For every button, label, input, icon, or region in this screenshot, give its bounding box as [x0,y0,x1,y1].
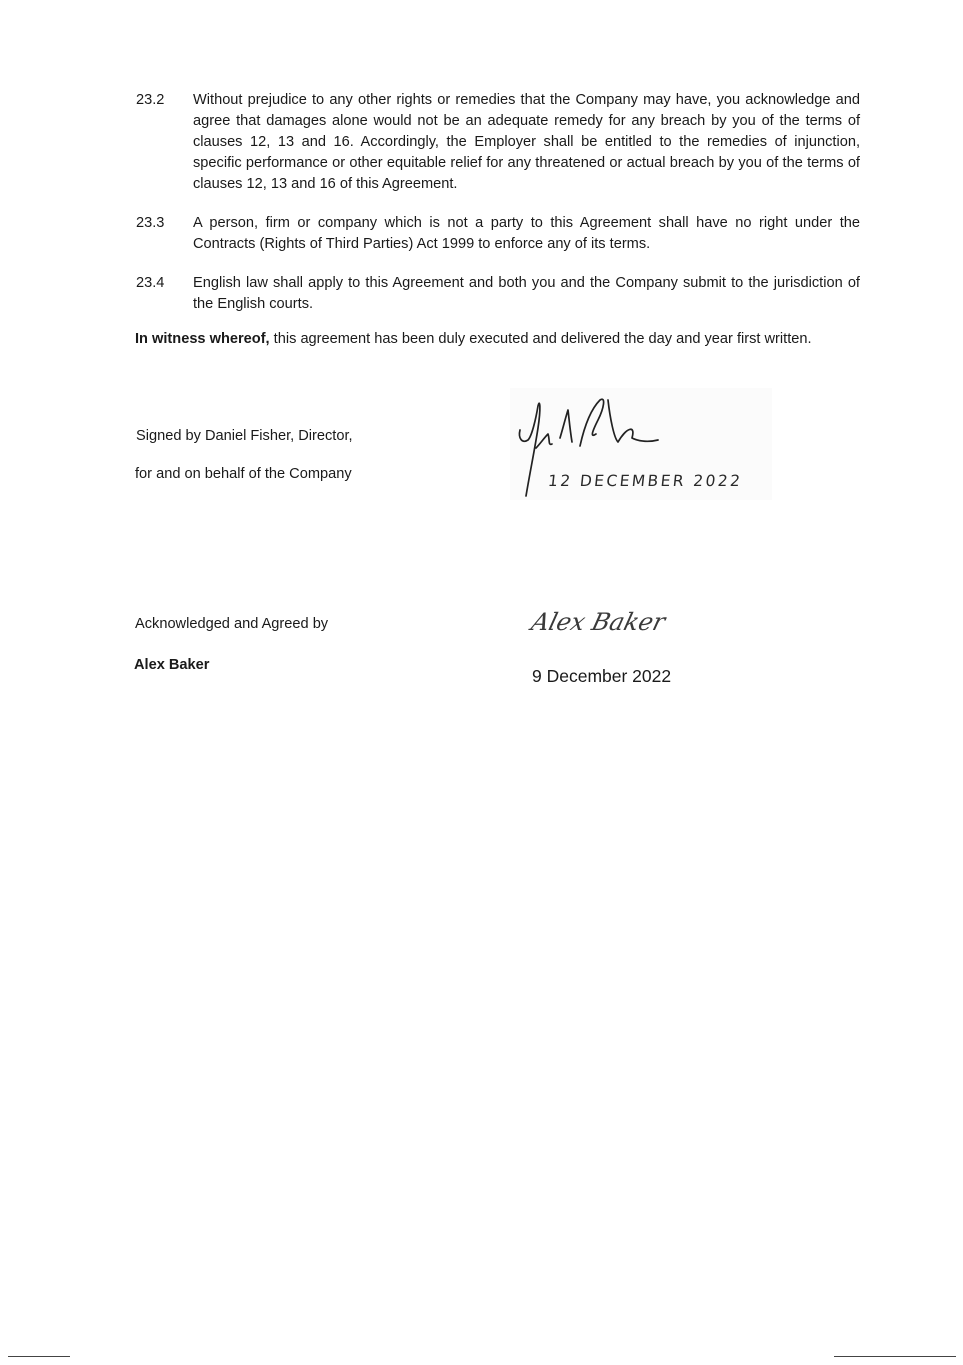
clause-number: 23.4 [136,275,165,291]
clause-23-3 [136,213,860,255]
director-signature [510,388,772,500]
employee-signature [530,604,680,644]
clause-text: Without prejudice to any other rights or remedies that the Company may have, you acknowledge and agree that damages alone would not be an adequate remedy for any breach by you of the terms of clauses 12, 13 and 16. Accordingly, the Employer shall be entitled to the remedies of injunction, specific performance or other equitable relief for any threatened or actual breach by you of the terms of clauses 12, 13 and 16 of this Agreement. [193,92,860,192]
director-handwritten-date: 12 DECEMBER 2022 [547,472,744,490]
clause-text: English law shall apply to this Agreement and both you and the Company submit to the jurisdiction of the English courts. [193,275,860,312]
clause-23-4 [136,273,860,315]
employee-name: Alex Baker [134,657,210,673]
clause-text: A person, firm or company which is not a party to this Agreement shall have no right under the Contracts (Rights of Third Parties) Act 1999 to enforce any of its terms. [193,215,860,252]
clause-number: 23.3 [136,215,165,231]
witness-text: this agreement has been duly executed and delivered the day and year first written. [269,331,812,347]
footer-rule-left [8,1356,70,1357]
clause-23-2 [136,90,860,195]
signed-by-line: Signed by Daniel Fisher, Director, [136,428,353,444]
employee-signature-script: Alex Baker [528,608,669,636]
employee-signature-date: 9 December 2022 [532,666,672,686]
clause-number: 23.2 [136,92,165,108]
on-behalf-line: for and on behalf of the Company [135,466,352,482]
witness-lead: In witness whereof, [135,331,270,347]
footer-rule-right [834,1356,956,1357]
witness-paragraph [135,330,860,349]
acknowledged-line: Acknowledged and Agreed by [135,616,329,632]
